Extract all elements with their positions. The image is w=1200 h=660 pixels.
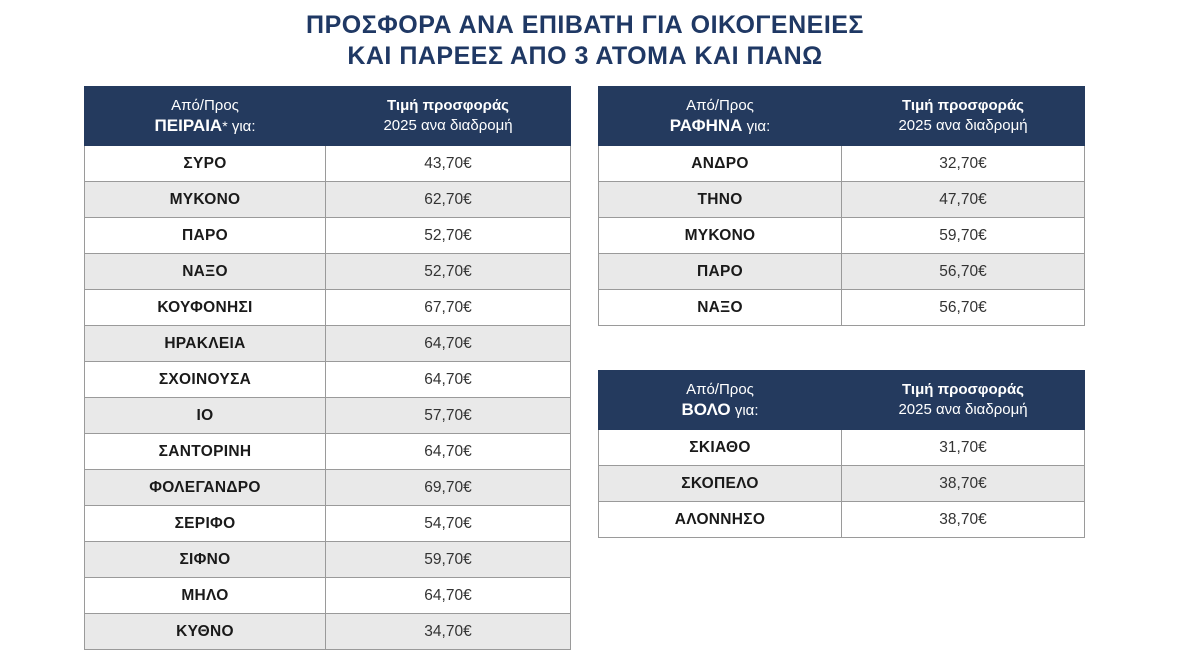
route-header: [599, 87, 842, 146]
table-header-row: [599, 87, 1085, 146]
origin-port: ΒΟΛΟ: [681, 399, 731, 419]
destination-cell: ΜΥΚΟΝΟ: [599, 218, 842, 254]
table-row: [599, 146, 1085, 182]
price-cell: 64,70€: [326, 362, 571, 398]
title-line-2: ΚΑΙ ΠΑΡΕΕΣ ΑΠΟ 3 ΑΤΟΜΑ ΚΑΙ ΠΑΝΩ: [347, 42, 823, 70]
volos-price-table: [598, 370, 1085, 538]
destination-cell: ΜΥΚΟΝΟ: [85, 182, 326, 218]
title-line-1: ΠΡΟΣΦΟΡΑ ΑΝΑ ΕΠΙΒΑΤΗ ΓΙΑ ΟΙΚΟΓΕΝΕΙΕΣ: [306, 11, 864, 39]
table-row: [599, 430, 1085, 466]
for-label: για:: [231, 117, 256, 135]
price-header: [842, 371, 1085, 430]
destination-cell: ΣΚΙΑΘΟ: [599, 430, 842, 466]
price-cell: 64,70€: [326, 434, 571, 470]
price-header-line-2: 2025 ανα διαδρομή: [898, 117, 1028, 134]
price-cell: 64,70€: [326, 326, 571, 362]
price-header-line-1: Τιμή προσφοράς: [902, 381, 1024, 398]
price-cell: 56,70€: [842, 290, 1085, 326]
table-row: [599, 466, 1085, 502]
route-header: [599, 371, 842, 430]
price-cell: 31,70€: [842, 430, 1085, 466]
route-header: [85, 87, 326, 146]
port-footnote-mark: *: [222, 117, 228, 134]
page-title: [0, 10, 1170, 72]
table-row: [599, 218, 1085, 254]
price-cell: 59,70€: [842, 218, 1085, 254]
from-to-label: Από/Προς: [686, 96, 754, 114]
price-cell: 56,70€: [842, 254, 1085, 290]
price-cell: 38,70€: [842, 466, 1085, 502]
price-cell: 52,70€: [326, 254, 571, 290]
table-row: [85, 182, 571, 218]
destination-cell: ΣΥΡΟ: [85, 146, 326, 182]
destination-cell: ΣΧΟΙΝΟΥΣΑ: [85, 362, 326, 398]
for-label: για:: [734, 401, 759, 419]
for-label: για:: [746, 117, 771, 135]
price-header: [842, 87, 1085, 146]
destination-cell: ΚΟΥΦΟΝΗΣΙ: [85, 290, 326, 326]
price-cell: 43,70€: [326, 146, 571, 182]
table-row: [85, 398, 571, 434]
piraeus-price-table: [84, 86, 571, 650]
destination-cell: ΗΡΑΚΛΕΙΑ: [85, 326, 326, 362]
destination-cell: ΝΑΞΟ: [599, 290, 842, 326]
origin-port: ΡΑΦΗΝΑ: [669, 115, 743, 135]
destination-cell: ΣΚΟΠΕΛΟ: [599, 466, 842, 502]
destination-cell: ΠΑΡΟ: [599, 254, 842, 290]
price-cell: 34,70€: [326, 614, 571, 650]
table-row: [599, 290, 1085, 326]
price-cell: 59,70€: [326, 542, 571, 578]
price-cell: 64,70€: [326, 578, 571, 614]
table-row: [599, 502, 1085, 538]
destination-cell: ΣΕΡΙΦΟ: [85, 506, 326, 542]
price-header: [326, 87, 571, 146]
destination-cell: ΑΛΟΝΝΗΣΟ: [599, 502, 842, 538]
price-header-line-1: Τιμή προσφοράς: [387, 97, 509, 114]
rafina-price-table: [598, 86, 1085, 326]
table-row: [85, 326, 571, 362]
price-cell: 67,70€: [326, 290, 571, 326]
destination-cell: ΣΙΦΝΟ: [85, 542, 326, 578]
destination-cell: ΣΑΝΤΟΡΙΝΗ: [85, 434, 326, 470]
origin-port: ΠΕΙΡΑΙΑ: [154, 115, 223, 135]
destination-cell: ΑΝΔΡΟ: [599, 146, 842, 182]
price-cell: 38,70€: [842, 502, 1085, 538]
destination-cell: ΦΟΛΕΓΑΝΔΡΟ: [85, 470, 326, 506]
table-row: [85, 542, 571, 578]
table-row: [85, 362, 571, 398]
price-cell: 47,70€: [842, 182, 1085, 218]
destination-cell: ΤΗΝΟ: [599, 182, 842, 218]
from-to-label: Από/Προς: [686, 380, 754, 398]
table-row: [85, 434, 571, 470]
destination-cell: ΜΗΛΟ: [85, 578, 326, 614]
destination-cell: ΝΑΞΟ: [85, 254, 326, 290]
price-header-line-1: Τιμή προσφοράς: [902, 97, 1024, 114]
price-header-line-2: 2025 ανα διαδρομή: [898, 401, 1028, 418]
table-row: [599, 182, 1085, 218]
price-header-line-2: 2025 ανα διαδρομή: [383, 117, 513, 134]
table-header-row: [85, 87, 571, 146]
price-cell: 54,70€: [326, 506, 571, 542]
price-cell: 32,70€: [842, 146, 1085, 182]
table-row: [599, 254, 1085, 290]
price-cell: 52,70€: [326, 218, 571, 254]
table-row: [85, 146, 571, 182]
table-row: [85, 470, 571, 506]
destination-cell: ΙΟ: [85, 398, 326, 434]
price-cell: 69,70€: [326, 470, 571, 506]
price-cell: 62,70€: [326, 182, 571, 218]
destination-cell: ΠΑΡΟ: [85, 218, 326, 254]
table-row: [85, 254, 571, 290]
table-row: [85, 290, 571, 326]
price-cell: 57,70€: [326, 398, 571, 434]
table-row: [85, 614, 571, 650]
from-to-label: Από/Προς: [171, 96, 239, 114]
table-row: [85, 506, 571, 542]
table-row: [85, 218, 571, 254]
table-row: [85, 578, 571, 614]
destination-cell: ΚΥΘΝΟ: [85, 614, 326, 650]
table-header-row: [599, 371, 1085, 430]
